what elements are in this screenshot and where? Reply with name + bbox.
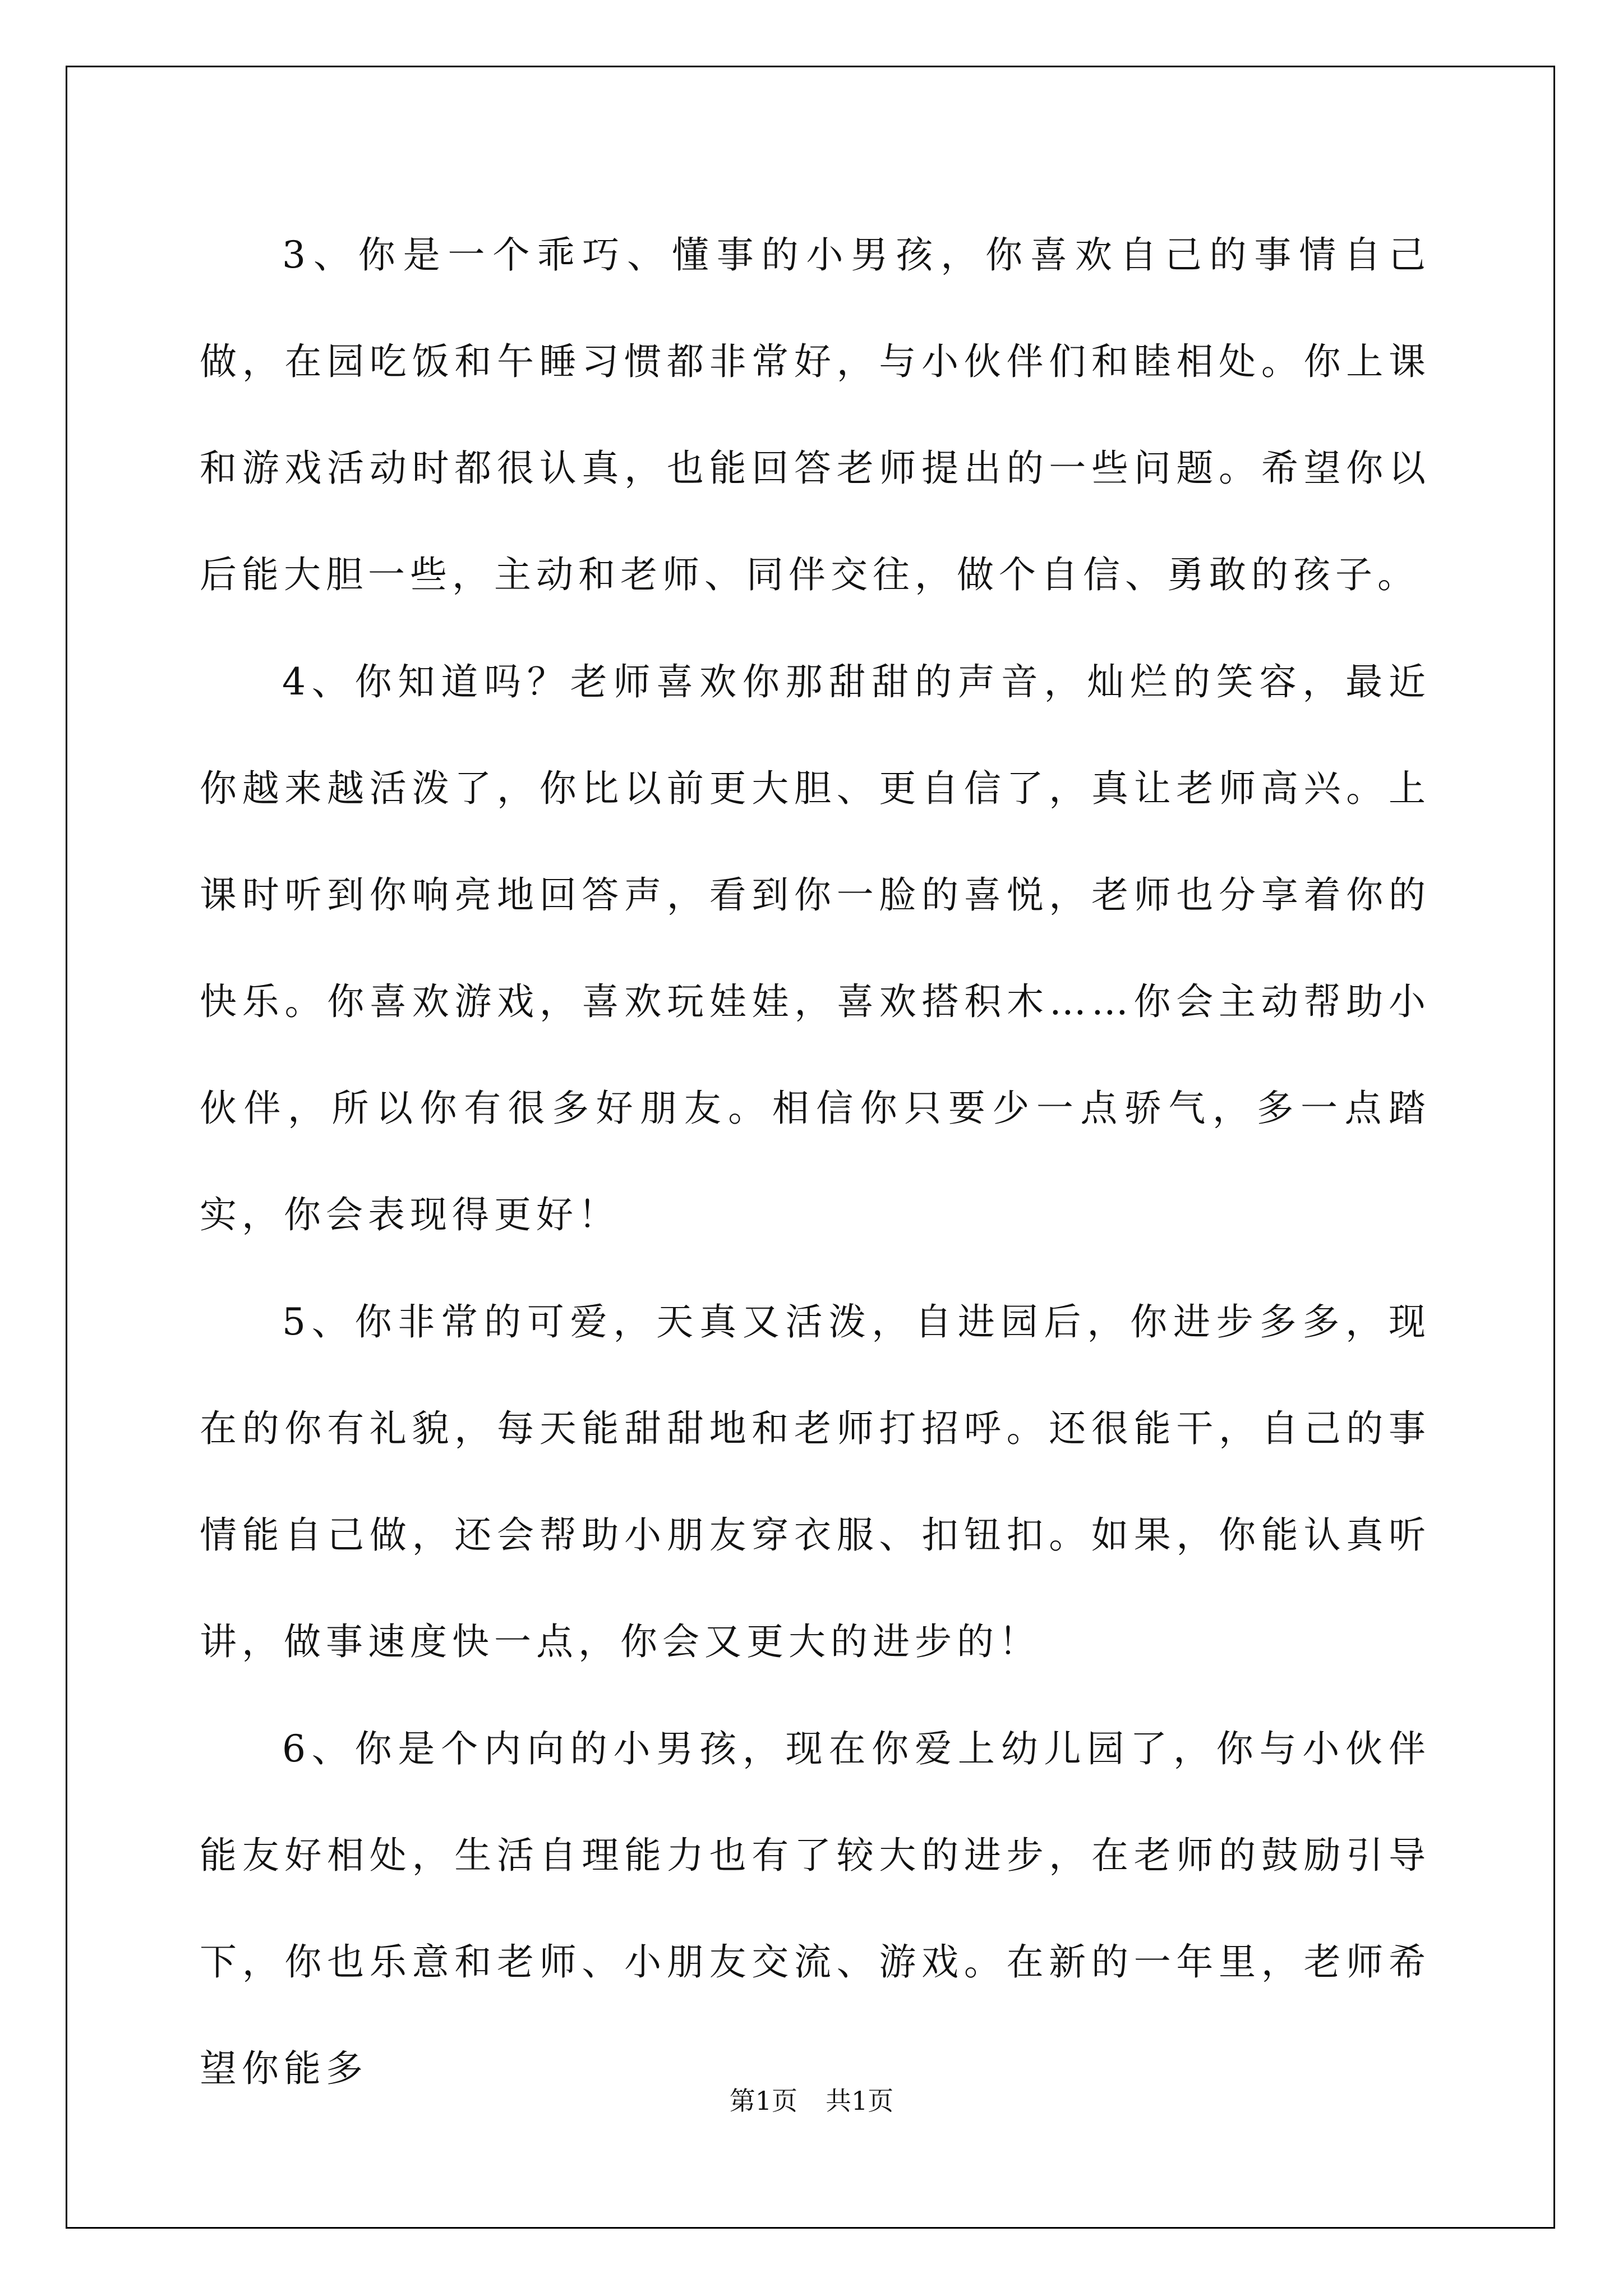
page-footer bbox=[0, 2084, 1623, 2118]
page-total: 共1页 bbox=[826, 2086, 894, 2116]
paragraph-4: 4、你知道吗？老师喜欢你那甜甜的声音，灿烂的笑容，最近你越来越活泼了，你比以前更大胆、更自信了，真让老师高兴。上课时听到你响亮地回答声，看到你一脸的喜悦，老师也分享着你的快乐。你喜欢游戏，喜欢玩娃娃，喜欢搭积木……你会主动帮助小伙伴，所以你有很多好朋友。相信你只要少一点骄气，多一点踏实，你会表现得更好！ bbox=[200, 660, 1431, 1236]
paragraph-3: 3、你是一个乖巧、懂事的小男孩，你喜欢自己的事情自己做，在园吃饭和午睡习惯都非常好，与小伙伴们和睦相处。你上课和游戏活动时都很认真，也能回答老师提出的一些问题。希望你以后能大胆一些，主动和老师、同伴交往，做个自信、勇敢的孩子。 bbox=[200, 233, 1431, 596]
page-number: 第1页 bbox=[729, 2086, 797, 2116]
paragraph-5: 5、你非常的可爱，天真又活泼，自进园后，你进步多多，现在的你有礼貌，每天能甜甜地和老师打招呼。还很能干，自己的事情能自己做，还会帮助小朋友穿衣服、扣钮扣。如果，你能认真听讲，做事速度快一点，你会又更大的进步的！ bbox=[200, 1300, 1431, 1663]
document-body bbox=[200, 202, 1431, 2123]
paragraph-6: 6、你是个内向的小男孩，现在你爱上幼儿园了，你与小伙伴能友好相处，生活自理能力也有了较大的进步，在老师的鼓励引导下，你也乐意和老师、小朋友交流、游戏。在新的一年里，老师希望你能多 bbox=[200, 1727, 1431, 2090]
